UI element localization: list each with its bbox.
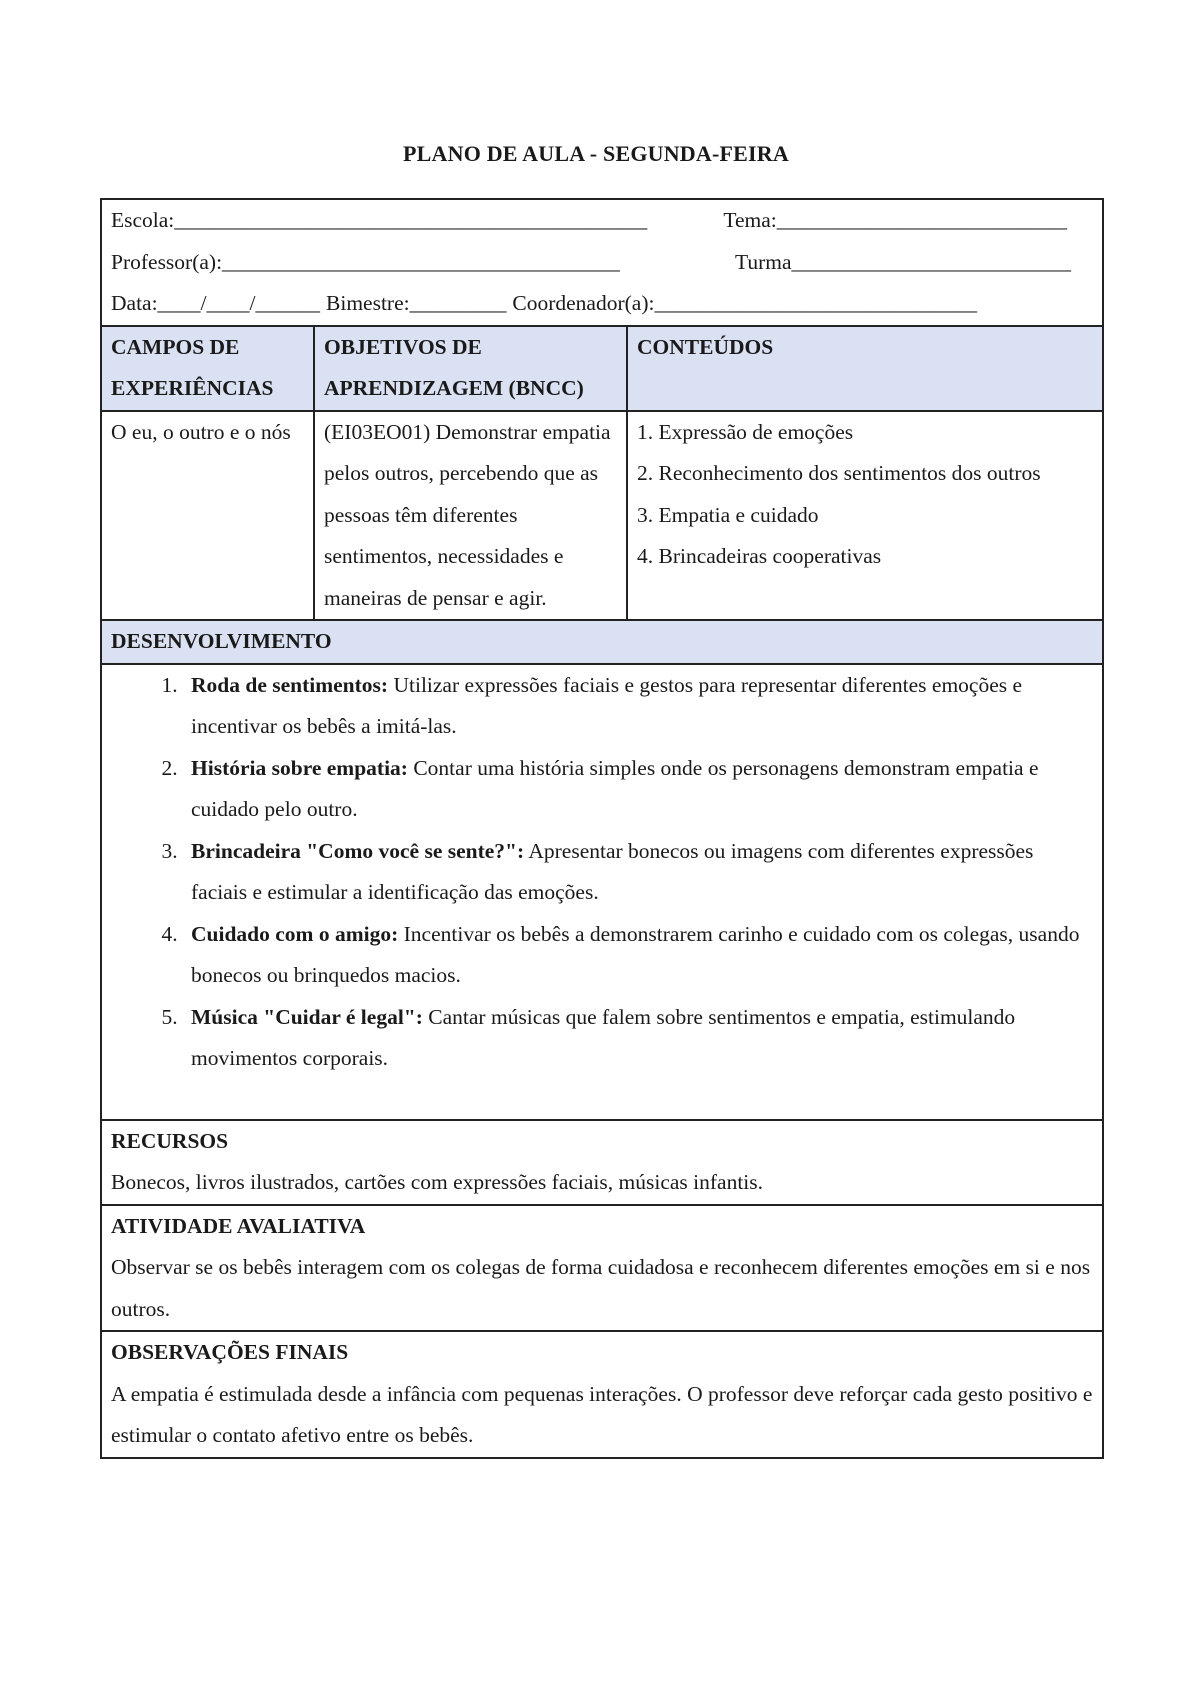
avaliativa-text: Observar se os bebês interagem com os colegas de forma cuidadosa e reconhecem diferentes emoções em si e nos outros. [111, 1255, 1091, 1321]
header-campos: CAMPOS DE EXPERIÊNCIAS [101, 326, 314, 411]
activity-title: Roda de sentimentos: [191, 672, 389, 697]
activity-title: História sobre empatia: [191, 755, 408, 780]
observacoes-text: A empatia é estimulada desde a infância com pequenas interações. O professor deve reforçar cada gesto positivo e estimular o contato afetivo entre os bebês. [111, 1381, 1093, 1447]
info-cell [101, 199, 1103, 326]
info-row-professor [111, 242, 1093, 284]
recursos-cell [101, 1120, 1103, 1205]
conteudo-item: 1. Expressão de emoções [637, 419, 854, 444]
activity-text: Apresentar bonecos ou imagens com diferentes expressões faciais e estimular a identificação das emoções. [191, 838, 1034, 904]
turma-field[interactable]: Turma__________________________ [734, 249, 1071, 274]
tema-field[interactable]: Tema:___________________________ [723, 208, 1067, 232]
conteudo-item: 4. Brincadeiras cooperativas [637, 544, 882, 568]
recursos-label: RECURSOS [111, 1128, 229, 1153]
desenvolvimento-header-row [101, 620, 1103, 664]
recursos-text: Bonecos, livros ilustrados, cartões com expressões faciais, músicas infantis. [111, 1170, 764, 1194]
bimestre-field[interactable]: Bimestre:_________ [326, 291, 507, 315]
page-title: PLANO DE AULA - SEGUNDA-FEIRA [403, 141, 789, 166]
data-field[interactable]: Data:____/____/______ [111, 291, 321, 315]
professor-field[interactable]: Professor(a):_____________________________________ [111, 249, 620, 274]
observacoes-row [101, 1331, 1103, 1458]
info-section [101, 199, 1103, 326]
avaliativa-row [101, 1205, 1103, 1332]
header-objetivos: OBJETIVOS DE APRENDIZAGEM (BNCC) [314, 326, 627, 411]
info-row-escola [111, 200, 1093, 242]
escola-field[interactable]: Escola:____________________________________________ [111, 208, 648, 232]
desenvolvimento-row [101, 664, 1103, 1120]
observacoes-cell [101, 1331, 1103, 1458]
campos-cell: O eu, o outro e o nós [101, 411, 314, 621]
list-item [183, 665, 1093, 748]
activity-title: Brincadeira "Como você se sente?": [191, 838, 525, 863]
avaliativa-label: ATIVIDADE AVALIATIVA [111, 1213, 366, 1238]
activity-title: Música "Cuidar é legal": [191, 1004, 423, 1029]
conteudo-item: 2. Reconhecimento dos sentimentos dos outros [637, 461, 1041, 485]
header-conteudos: CONTEÚDOS [627, 326, 1103, 411]
avaliativa-cell [101, 1205, 1103, 1332]
info-row-data [111, 283, 1093, 325]
coordenador-field[interactable]: Coordenador(a):______________________________ [512, 291, 977, 315]
conteudos-cell [627, 411, 1103, 621]
desenvolvimento-cell [101, 664, 1103, 1120]
list-item [183, 997, 1093, 1080]
header-row [101, 326, 1103, 411]
activity-title: Cuidado com o amigo: [191, 921, 399, 946]
content-row [101, 411, 1103, 621]
activity-text: Incentivar os bebês a demonstrarem carinho e cuidado com os colegas, usando bonecos ou brinquedos macios. [191, 921, 1080, 987]
observacoes-label: OBSERVAÇÕES FINAIS [111, 1340, 349, 1364]
activity-text: Utilizar expressões faciais e gestos para representar diferentes emoções e incentivar os bebês a imitá-las. [191, 672, 1023, 738]
activity-text: Cantar músicas que falem sobre sentimentos e empatia, estimulando movimentos corporais. [191, 1004, 1016, 1070]
list-item [183, 831, 1093, 914]
list-item [183, 914, 1093, 997]
list-item [183, 748, 1093, 831]
activity-text: Contar uma história simples onde os personagens demonstram empatia e cuidado pelo outro. [191, 755, 1039, 821]
conteudo-item: 3. Empatia e cuidado [637, 502, 819, 527]
desenvolvimento-label: DESENVOLVIMENTO [101, 620, 1103, 664]
lesson-plan-table [100, 198, 1104, 1459]
recursos-row [101, 1120, 1103, 1205]
desenvolvimento-list [111, 665, 1093, 1080]
objetivos-cell: (EI03EO01) Demonstrar empatia pelos outros, percebendo que as pessoas têm diferentes sentimentos, necessidades e maneiras de pensar e agir. [314, 411, 627, 621]
